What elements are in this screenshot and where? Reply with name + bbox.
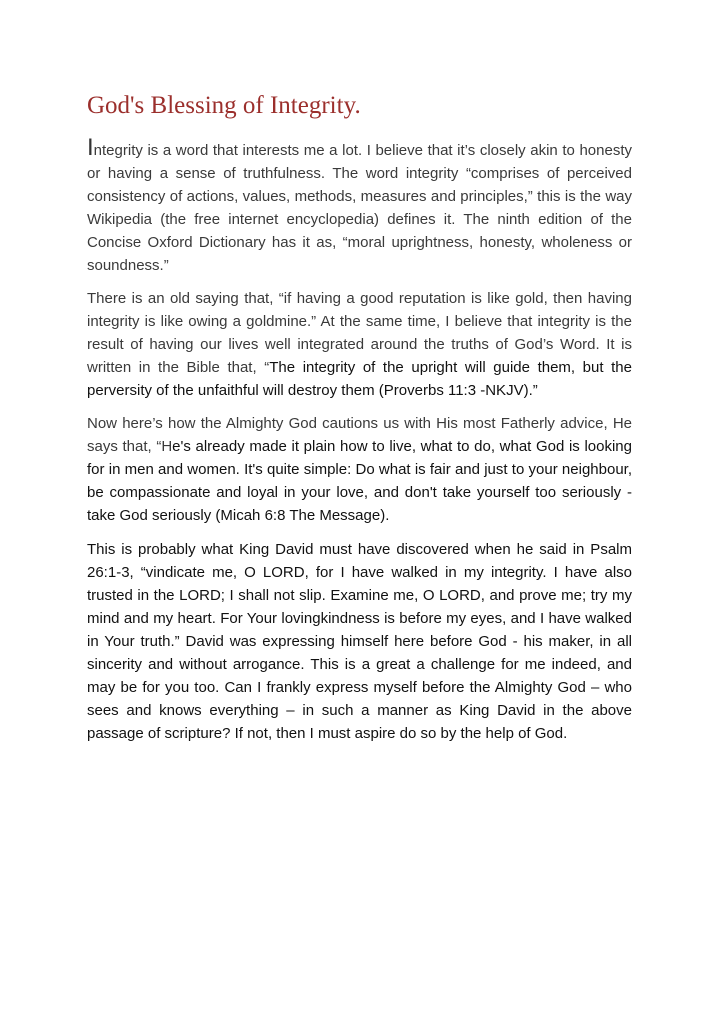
paragraph-4-text: This is probably what King David must have discovered when he said in Psalm 26:1-3, “vindicate me, O LORD, for I have walked in my integrity. I have also trusted in the LORD; I shall not slip. Examine me, O LORD, and prove me; try my mind and my heart. For Your lovingkindness is before my eyes, and I have walked in Your truth.” David was expressing himself here before God - his maker, in all sincerity and without arrogance. This is a great a challenge for me indeed, and may be for you too. Can I frankly express myself before the Almighty God – who sees and knows everything – in such a manner as King David in the above passage of scripture? If not, then I must aspire do so by the help of God. [87, 541, 632, 742]
paragraph-1-text: ntegrity is a word that interests me a lot. I believe that it’s closely akin to honesty or having a sense of truthfulness. The word integrity “comprises of perceived consistency of actions, values, methods, measures and principles,” this is the way Wikipedia (the free internet encyclopedia) defines it. The ninth edition of the Concise Oxford Dictionary has it as, “moral uprightness, honesty, wholeness or soundness.” [87, 142, 632, 274]
paragraph-2 [87, 287, 632, 402]
paragraph-3-text: Now here’s how the Almighty God cautions us with His most Fatherly advice, He says that, “H [87, 415, 632, 455]
paragraph-4 [87, 538, 632, 745]
paragraph-2-quote: The integrity of the upright will guide them, but the perversity of the unfaithful will destroy them (Proverbs 11:3 -NKJV).” [87, 359, 632, 399]
paragraph-3-quote: e's already made it plain how to live, what to do, what God is looking for in men and women. It's quite simple: Do what is fair and just to your neighbour, be compassionate and loyal in your love, and don't take yourself too seriously - take God seriously (Micah 6:8 The Message). [87, 438, 632, 524]
paragraph-3 [87, 412, 632, 527]
paragraph-1 [87, 136, 632, 277]
page-title: God's Blessing of Integrity. [87, 92, 361, 119]
paragraph-2-text: There is an old saying that, “if having a good reputation is like gold, then having integrity is like owing a goldmine.” At the same time, I believe that integrity is the result of having our lives well integrated around the truths of God’s Word. It is written in the Bible that, “ [87, 290, 632, 376]
drop-cap: I [87, 134, 94, 161]
